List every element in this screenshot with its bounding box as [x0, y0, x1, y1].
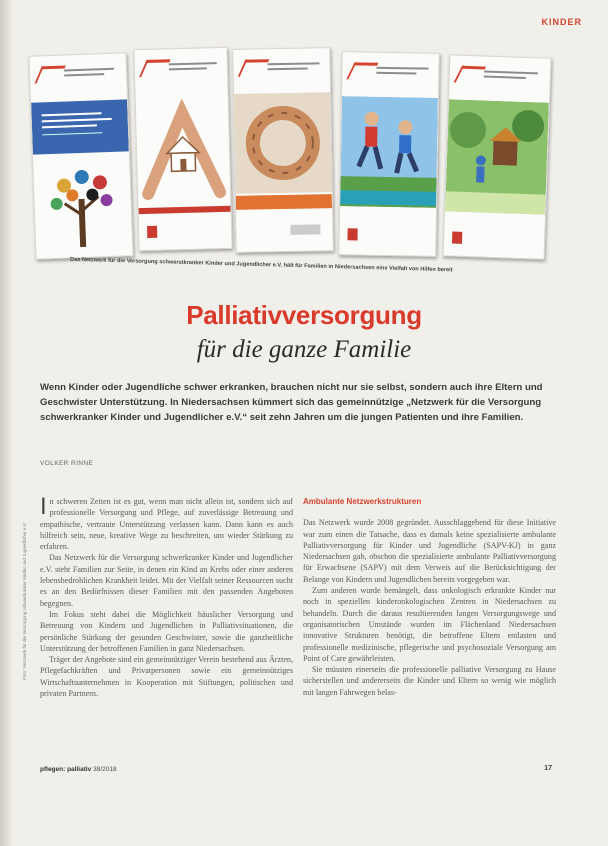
magazine-name: pflegen: palliativ — [40, 766, 92, 773]
page-binding-shadow — [0, 0, 12, 846]
brochure-footer-logo — [452, 231, 462, 243]
paragraph: Das Netzwerk für die Versorgung schwerkranker Kinder und Jugendlicher e.V. steht Familien zur Seite, in denen ein Kind an Krebs oder einer anderen lebensbedrohlichen Krankheit leidet. Mit der Vielfalt seiner Ressourcen sucht es an den Bedürfnissen dieser Familien mit den passenden Angeboten begegnen. — [40, 553, 293, 608]
brochure-photo — [28, 40, 568, 280]
brochure-logo — [342, 52, 439, 98]
brochure-footer-logo — [147, 226, 157, 238]
figure-caption: Das Netzwerk für die Versorgung schwerstkranker Kinder und Jugendlicher e.V. hält für Familien in Niedersachsen eine Vielfalt von Hilfen bereit — [70, 256, 453, 274]
paragraph: In schweren Zeiten ist es gut, wenn man nicht allein ist, sondern sich auf professionelle Versorgung und Pflege, auf zuverlässige Betreuung und empathische, vertraute Unterstützung verlassen kann. Dann kann es auch hilfreich sein, neue, kreative Wege zu beschreiten, um wieder Stärkung zu erfahren. — [40, 493, 293, 552]
brochure-logo — [233, 48, 330, 94]
brochure-title-panel — [31, 99, 129, 154]
footer-publication — [40, 766, 117, 773]
page-number: 17 — [544, 765, 552, 772]
article-lead: Wenn Kinder oder Jugendliche schwer erkranken, brauchen nicht nur sie selbst, sondern auch ihre Eltern und Geschwister Unterstützung. In Niedersachsen kümmert sich das gemeinnützige „Netzwerk für die Versorgung schwerkranker Kinder und Jugendlicher e.V.“ seit zehn Jahren um die jungen Patienten und ihre Familien. — [40, 382, 543, 423]
paragraph: Das Netzwerk wurde 2008 gegründet. Ausschlaggebend für diese Initiative war zum einen die Tatsache, dass es damals keine spezialisierte ambulante Palliativversorgung für Kinder und Jugendliche (SAPV-KJ) in ganz Niedersachsen gab, obschon die spezialisierte ambulante Palliativversorgung für Erwachsene (SAPV) mit dem Verweis auf die Berücksichtigung der Belange von Kindern und Jugendlichen bereits vorgegeben war. — [303, 518, 556, 584]
brochure-footer-logo — [290, 224, 320, 235]
family-tree-illustration — [33, 153, 132, 256]
article-subtitle: für die ganze Familie — [196, 336, 412, 363]
brochure-4 — [338, 51, 440, 257]
paragraph: Sie müssten einerseits die professionelle palliative Versorgung zu Hause sicherstellen und andererseits die Kinder und Eltern so wenig wie möglich mit langen Fahrwegen belas- — [303, 665, 556, 697]
section-subhead: Ambulante Netzwerkstrukturen — [303, 497, 422, 506]
article-author: VOLKER RINNE — [40, 460, 94, 467]
paragraph: Träger der Angebote sind ein gemeinnütziger Verein bestehend aus Ärzten, Pflegefachkräften und Privatpersonen sowie ein gemeinnütziges Wirtschaftsunternehmen in Kooperation mit Stiftungen, politischen und privaten Partnern. — [40, 655, 293, 699]
brochure-1 — [28, 52, 133, 259]
brochure-teal-band — [340, 190, 436, 206]
garden-illustration — [445, 99, 549, 214]
brochure-logo — [30, 53, 127, 100]
issue-number: 38/2018 — [93, 766, 117, 773]
brochure-red-band — [139, 206, 231, 214]
hands-circle-illustration — [234, 92, 332, 194]
section-tag: KINDER — [541, 17, 582, 27]
hands-house-illustration — [136, 92, 231, 204]
paragraph: Im Fokus steht dabei die Möglichkeit häuslicher Versorgung und Betreuung von Kindern und Jugendlichen in Palliativsituationen, die persönliche Stärkung der gesunden Geschwister, sowie die ganzheitliche Unterstützung der betroffenen Familien in ganz Niedersachsen. — [40, 609, 293, 653]
brochure-logo — [449, 55, 550, 102]
drop-cap: I — [40, 493, 47, 520]
brochure-3 — [232, 47, 334, 253]
left-column — [40, 493, 293, 699]
brochure-2 — [133, 47, 232, 251]
article-title: Palliativversorgung — [186, 300, 422, 330]
brochure-footer-logo — [347, 228, 357, 240]
photo-credit: Foto: Netzwerk für die Versorgung schwerkranker Kinder und Jugendlicher e.V. — [22, 522, 27, 680]
paragraph: Zum anderen wurde bemängelt, dass onkologisch erkrankte Kinder nur noch in speziellen kinderonkologischen Zentren in Niedersachsen zu behandeln. Durch die daraus resultierenden langen Versorgungswege und organisatorischen Umstände wurden im Flächenland Niedersachsen innovative Strukturen benötigt, die betroffene Eltern entlasten und professionelle medizinische, pflegerische und psychosoziale Versorgung am Point of Care gewährleisten. — [303, 586, 556, 663]
brochure-5 — [443, 54, 552, 259]
brochure-orange-band — [236, 194, 332, 210]
right-column — [303, 496, 556, 698]
brochure-logo — [134, 48, 227, 94]
